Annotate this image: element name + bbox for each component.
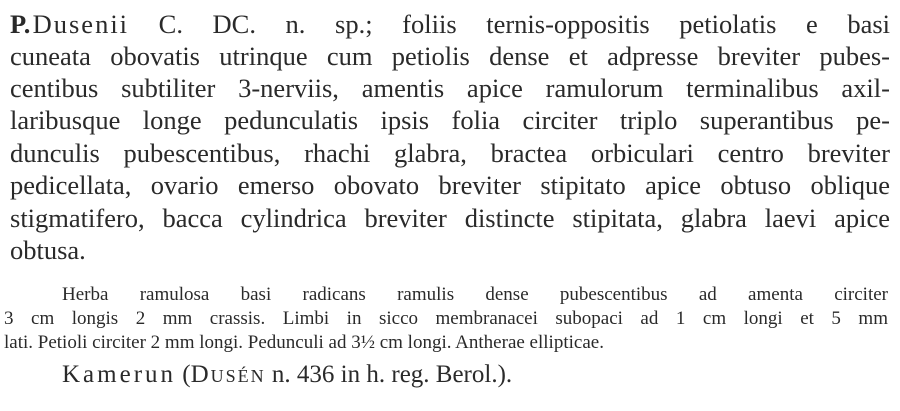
diagnosis-line-8: obtusa. [10,235,86,265]
diagnosis-line-6: pedicellata, ovario emerso obovato breviter stipitato apice obtuso oblique [10,170,890,200]
locality-line [62,360,512,390]
diagnosis-line-7: stigmatifero, bacca cylindrica breviter distincte stipitata, glabra laevi apice [10,203,890,233]
diagnosis-line-3: centibus subtiliter 3-nerviis, amentis apice ramulorum terminalibus axil- [10,73,890,103]
description-line-2: 3 cm longis 2 mm crassis. Limbi in sicco membranacei subopaci ad 1 cm longi et 5 mm [4,308,888,329]
diagnosis-line-2: cuneata obovatis utrinque cum petiolis dense et adpresse breviter pubes- [10,41,890,71]
description-line-3: lati. Petioli circiter 2 mm longi. Pedunculi ad 3½ cm longi. Antherae ellipticae. [4,332,604,353]
specimen-reference: n. 436 in h. reg. Berol.). [271,361,513,388]
species-author: C. DC. n. sp.; [158,9,373,39]
diagnosis-line-1-text: foliis ternis-oppositis petiolatis e basi [402,9,891,39]
locality-open-paren: ( [182,361,191,388]
genus-abbreviation: P. [10,9,31,39]
description-line-1: Herba ramulosa basi radicans ramulis dense pubescentibus ad amenta circiter [62,284,888,305]
diagnosis-line-5: dunculis pubescentibus, rhachi glabra, bractea orbiculari centro breviter [10,138,890,168]
diagnosis-line-4: laribusque longe pedunculatis ipsis folia circiter triplo superantibus pe- [10,105,890,135]
species-epithet: Dusenii [32,9,130,39]
collector-name: Dusén [190,361,266,388]
locality-region: Kamerun [62,361,177,388]
diagnosis-line-1 [10,8,890,40]
